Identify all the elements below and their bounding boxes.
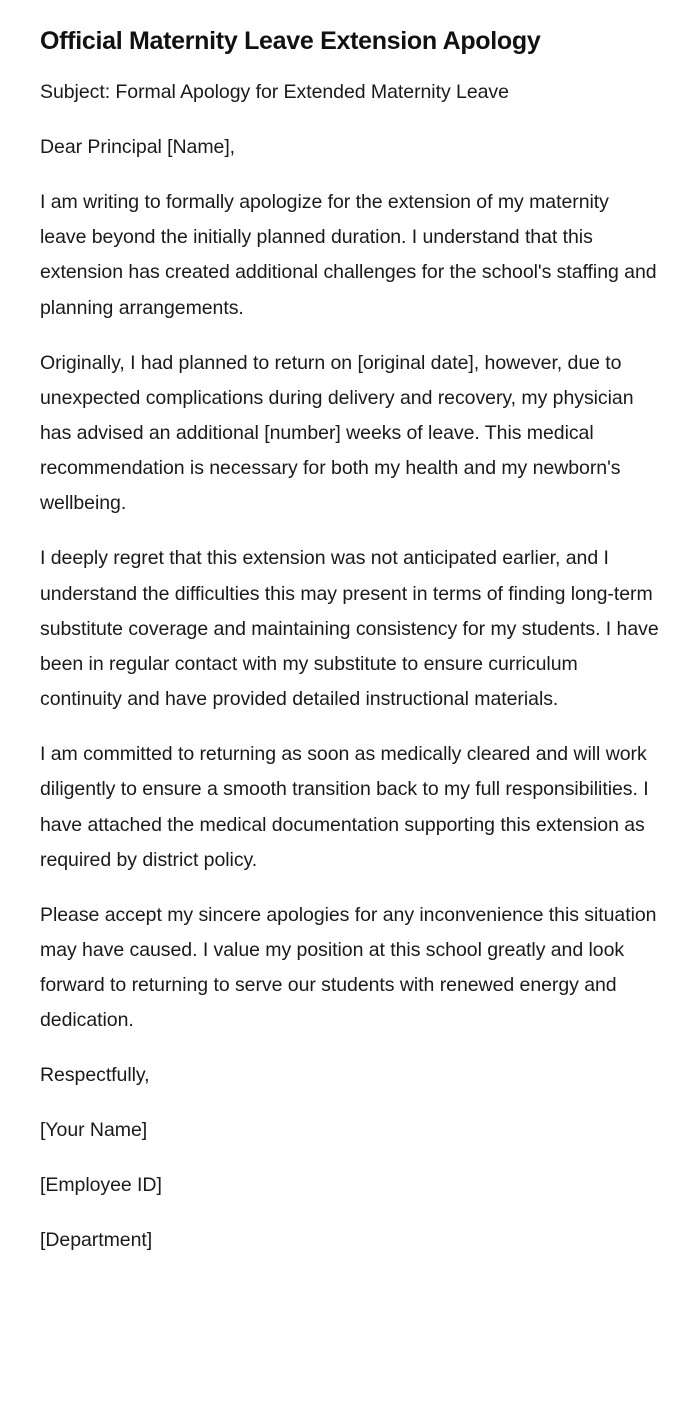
body-paragraph-1: I am writing to formally apologize for the extension of my maternity leave beyond the initially planned duration. I understand that this extension has created additional challenges for the school's staffing and planning arrangements.: [40, 191, 657, 319]
body-paragraph-3: I deeply regret that this extension was not anticipated earlier, and I understand the difficulties this may present in terms of finding long-term substitute coverage and maintaining consistency for my students. I have been in regular contact with my substitute to ensure curriculum continuity and have provided detailed instructional materials.: [40, 547, 659, 711]
signature-employee-id: [Employee ID]: [40, 1174, 162, 1197]
body-paragraph-4: I am committed to returning as soon as medically cleared and will work diligently to ensure a smooth transition back to my full responsibilities. I have attached the medical documentation supporting this extension as required by district policy.: [40, 743, 649, 871]
body-paragraph-5: Please accept my sincere apologies for any inconvenience this situation may have caused. I value my position at this school greatly and look forward to returning to serve our students with renewed energy and dedication.: [40, 903, 657, 1032]
subject-line: Subject: Formal Apology for Extended Maternity Leave: [40, 81, 509, 103]
document-title: Official Maternity Leave Extension Apology: [40, 27, 541, 55]
signature-name: [Your Name]: [40, 1119, 148, 1142]
closing: Respectfully,: [40, 1064, 150, 1087]
signature-department: [Department]: [40, 1229, 153, 1252]
body-paragraph-2: Originally, I had planned to return on [original date], however, due to unexpected complications during delivery and recovery, my physician has advised an additional [number] weeks of leave. This medical recommendation is necessary for both my health and my newborn's wellbeing.: [40, 351, 634, 515]
salutation: Dear Principal [Name],: [40, 136, 236, 158]
